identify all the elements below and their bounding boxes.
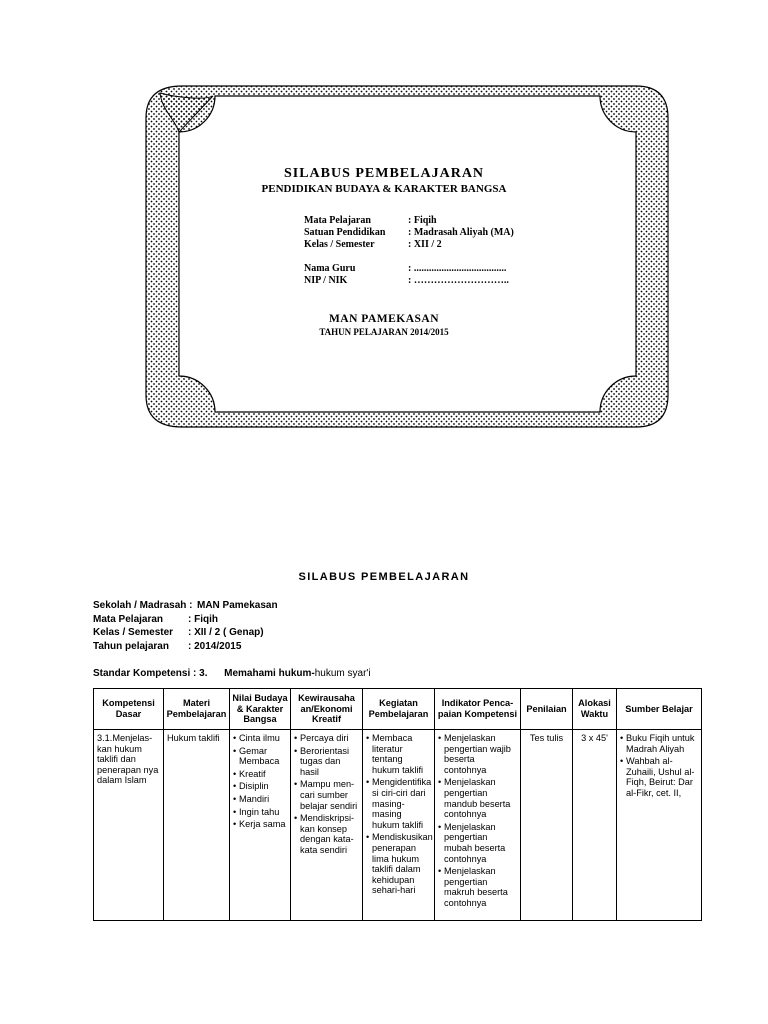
syllabus-title: SILABUS PEMBELAJARAN (298, 571, 470, 583)
header-penilaian: Penilaian (521, 689, 573, 730)
table-header-row (94, 689, 702, 730)
standar-rest: hukum syar'i (314, 668, 371, 679)
field-label: NIP / NIK (304, 275, 348, 286)
field-value: : ……………………….. (408, 275, 509, 286)
field-value: : ..................................... (408, 263, 507, 274)
cell-kewirausahaan (291, 730, 363, 921)
header-kegiatan: Kegiatan Pembelajaran (363, 689, 435, 730)
meta-value: : 2014/2015 (188, 640, 242, 652)
cell-sumber (617, 730, 702, 921)
list-item: • Membaca literatur tentang hukum taklifi (366, 733, 431, 775)
list-item: • Mandiri (233, 794, 287, 805)
cell-kegiatan (363, 730, 435, 921)
list-item: • Kerja sama (233, 819, 287, 830)
meta-label: Kelas / Semester (93, 627, 174, 638)
cell-indikator (435, 730, 521, 921)
standar-bold: Memahami hukum- (224, 668, 315, 679)
list-item: • Kreatif (233, 769, 287, 780)
field-label: Nama Guru (304, 263, 356, 274)
cover-page (0, 0, 768, 470)
list-item: • Menjelaskan pengertian makruh beserta contohnya (438, 866, 517, 908)
syllabus-table (93, 688, 702, 921)
meta-label: Sekolah / Madrasah : (93, 600, 193, 611)
list-item: • Ingin tahu (233, 807, 287, 818)
list-item: • Menjelaskan pengertian mandub beserta contohnya (438, 777, 517, 819)
list-item: • Menjelaskan pengertian wajib beserta contohnya (438, 733, 517, 775)
meta-value: : Fiqih (188, 613, 218, 625)
cell-kd: 3.1.Menjelas-kan hukum taklifi dan penerapan nya dalam Islam (94, 730, 164, 921)
list-item: • Gemar Membaca (233, 746, 287, 767)
meta-value: : XII / 2 ( Genap) (188, 627, 264, 638)
cover-title: SILABUS PEMBELAJARAN (283, 166, 485, 181)
cell-penilaian: Tes tulis (521, 730, 573, 921)
header-sumber: Sumber Belajar (617, 689, 702, 730)
list-item: • Berorientasi tugas dan hasil (294, 746, 359, 778)
header-indikator: Indikator Penca-paian Kompetensi (435, 689, 521, 730)
cell-alokasi: 3 x 45' (573, 730, 617, 921)
meta-label: Mata Pelajaran (93, 613, 164, 625)
field-value: : XII / 2 (408, 239, 442, 250)
list-item: • Buku Fiqih untuk Madrah Aliyah (620, 733, 698, 754)
list-item: • Disiplin (233, 781, 287, 792)
header-materi: Materi Pembelajaran (164, 689, 230, 730)
cell-nilai (230, 730, 291, 921)
cover-year: TAHUN PELAJARAN 2014/2015 (319, 327, 449, 337)
standar-kompetensi (93, 668, 371, 679)
standar-label: Standar Kompetensi : 3. (93, 668, 208, 679)
header-alokasi: Alokasi Waktu (573, 689, 617, 730)
list-item: • Menjelaskan pengertian mubah beserta contohnya (438, 822, 517, 864)
list-item: • Mendiskusikan penerapan lima hukum taklifi dalam kehidupan sehari-hari (366, 832, 431, 896)
header-kompetensi-dasar: Kompetensi Dasar (94, 689, 164, 730)
list-item: • Wahbah al-Zuhaili, Ushul al-Fiqh, Beirut: Dar al-Fikr, cet. II, (620, 756, 698, 798)
header-kewirausahaan: Kewirausaha an/Ekonomi Kreatif (291, 689, 363, 730)
meta-label: Tahun pelajaran (93, 640, 169, 652)
field-label: Satuan Pendidikan (304, 227, 386, 238)
field-value: : Fiqih (408, 215, 437, 226)
cover-subtitle: PENDIDIKAN BUDAYA & KARAKTER BANGSA (261, 183, 507, 195)
list-item: • Percaya diri (294, 733, 359, 744)
header-nilai: Nilai Budaya & Karakter Bangsa (230, 689, 291, 730)
table-row (94, 730, 702, 921)
field-label: Kelas / Semester (304, 239, 375, 250)
cell-materi: Hukum taklifi (164, 730, 230, 921)
field-value: : Madrasah Aliyah (MA) (408, 227, 514, 238)
cover-school: MAN PAMEKASAN (328, 313, 440, 325)
list-item: • Cinta ilmu (233, 733, 287, 744)
field-label: Mata Pelajaran (304, 215, 371, 226)
meta-value: MAN Pamekasan (197, 600, 278, 611)
list-item: • Mendiskripsi-kan konsep dengan kata-kata sendiri (294, 813, 359, 855)
list-item: • Mampu men-cari sumber belajar sendiri (294, 779, 359, 811)
list-item: • Mengidentifika si ciri-ciri dari masing-masing hukum taklifi (366, 777, 431, 830)
